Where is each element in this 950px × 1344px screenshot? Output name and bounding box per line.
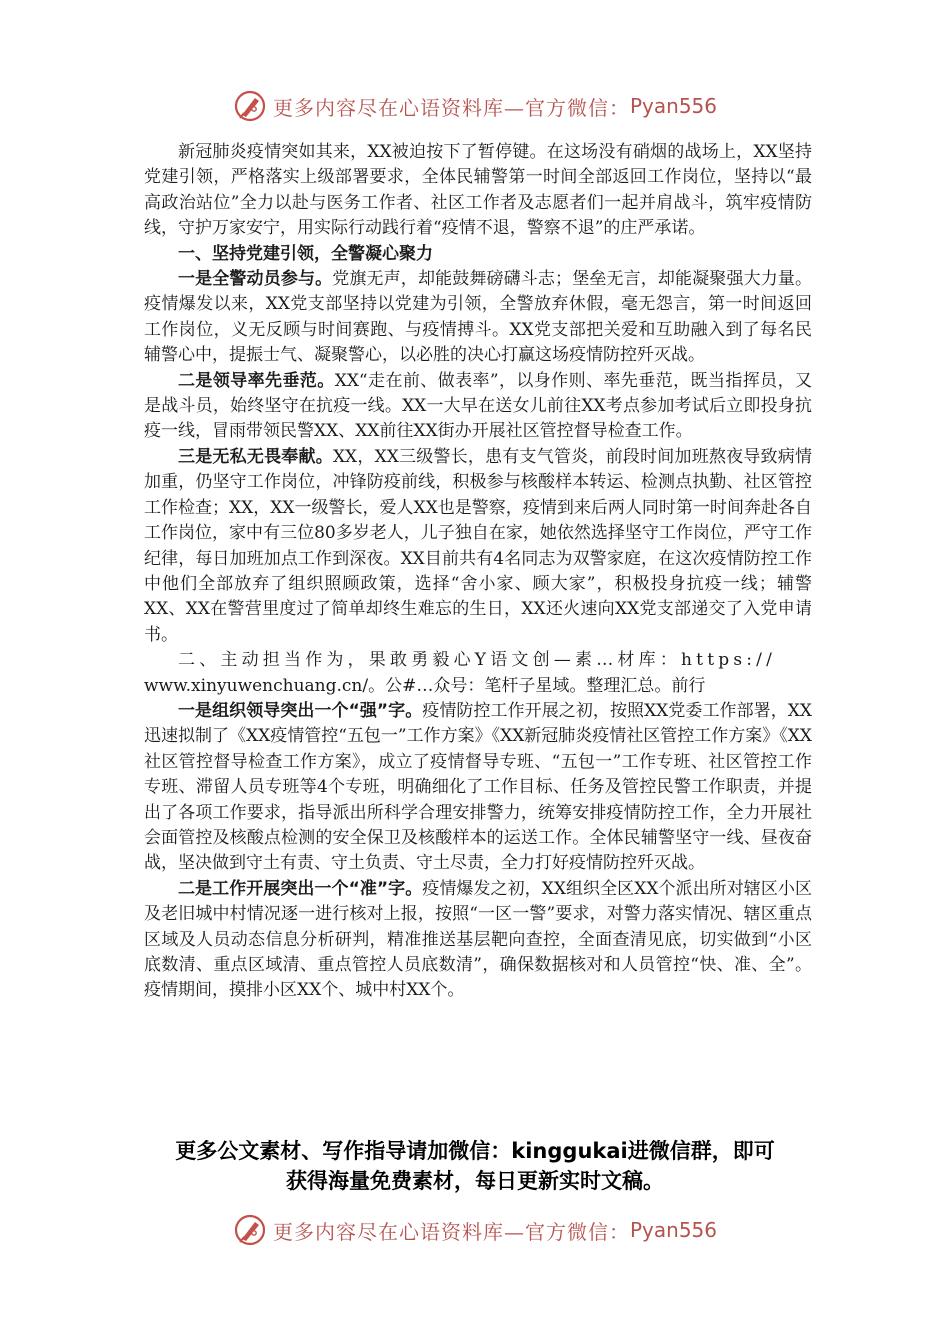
banner-wechat-id: Pyan556 [629, 94, 717, 118]
promo-text [100, 1136, 850, 1196]
paragraph-3 [144, 445, 812, 648]
quill-pen-logo-icon [233, 1213, 267, 1247]
paragraph-2-lead: 二是领导率先垂范。 [178, 370, 335, 391]
promo-line-1: 更多公文素材、写作指导请加微信：kinggukai进微信群，即可 [175, 1139, 775, 1163]
document-body [144, 140, 812, 1004]
section-2-heading-line: 二、主动担当作为，果敢勇毅心Y语文创—素…材库：https:// [178, 650, 777, 671]
promo-line-2: 获得海量免费素材，每日更新实时文稿。 [286, 1169, 664, 1193]
paragraph-1-lead: 一是全警动员参与。 [178, 269, 333, 290]
footer-banner [0, 1210, 950, 1250]
paragraph-4-lead: 一是组织领导突出一个“强”字。 [178, 700, 423, 721]
paragraph-2 [144, 369, 812, 445]
paragraph-3-lead: 三是无私无畏奉献。 [178, 446, 333, 467]
quill-pen-logo-icon [233, 89, 267, 123]
paragraph-4 [144, 699, 812, 877]
section-2-url-line: www.xinyuwenchuang.cn/。公#…众号：笔杆子星域。整理汇总。前行 [144, 675, 706, 696]
intro-paragraph: 新冠肺炎疫情突如其来，XX被迫按下了暂停键。在这场没有硝烟的战场上，XX坚持党建引领，严格落实上级部署要求，全体民辅警第一时间全部返回工作岗位，坚持以“最高政治站位”全力以赴与医务工作者、社区工作者及志愿者们一起并肩战斗，筑牢疫情防线，守护万家安宁，用实际行动践行着“疫情不退，警察不退”的庄严承诺。 [144, 142, 812, 239]
paragraph-3-body: XX，XX三级警长，患有支气管炎，前段时间加班熬夜导致病情加重，仍坚守工作岗位，冲锋防疫前线，积极参与核酸样本转运、检测点执勤、社区管控工作检查；XX，XX一级警长，爱人XX也是警察，疫情到来后两人同时第一时间奔赴各自工作岗位，家中有三位80多岁老人，儿子独自在家，她依然选择坚守工作岗位，严守工作纪律，每日加班加点工作到深夜。XX目前共有4名同志为双警家庭，在这次疫情防控工作中他们全部放弃了组织照顾政策，选择“舍小家、顾大家”，积极投身抗疫一线；辅警XX、XX在警营里度过了简单却终生难忘的生日，XX还火速向XX党支部递交了入党申请书。 [144, 446, 812, 645]
banner-text: 更多内容尽在心语资料库—官方微信： [272, 95, 630, 120]
header-banner [0, 86, 950, 126]
banner-text: 更多内容尽在心语资料库—官方微信： [272, 1219, 630, 1244]
paragraph-5 [144, 877, 812, 1004]
paragraph-1-body: 党旗无声，却能鼓舞磅礴斗志；堡垒无言，却能凝聚强大力量。疫情爆发以来，XX党支部坚持以党建为引领，全警放弃休假，毫无怨言，第一时间返回工作岗位，义无反顾与时间赛跑、与疫情搏斗。XX党支部把关爱和互助融入到了每名民辅警心中，提振士气、凝聚警心，以必胜的决心打赢这场疫情防控歼灭战。 [144, 269, 812, 366]
paragraph-5-lead: 二是工作开展突出一个“准”字。 [178, 878, 423, 899]
section-1-heading: 一、坚持党建引领，全警凝心聚力 [178, 243, 433, 264]
paragraph-4-body: 疫情防控工作开展之初，按照XX党委工作部署，XX迅速拟制了《XX疫情管控“五包一”工作方案》《XX新冠肺炎疫情社区管控工作方案》《XX社区管控督导检查工作方案》，成立了疫情督导专班、“五包一”工作专班、社区管控工作专班、滞留人员专班等4个专班，明确细化了工作目标、任务及管控民警工作职责，并提出了各项工作要求，指导派出所科学合理安排警力，统筹安排疫情防控工作，全力开展社会面管控及核酸点检测的安全保卫及核酸样本的运送工作。全体民辅警坚守一线、昼夜奋战，坚决做到守土有责、守土负责、守土尽责，全力打好疫情防控歼灭战。 [144, 700, 812, 874]
paragraph-5-body: 疫情爆发之初，XX组织全区XX个派出所对辖区小区及老旧城中村情况逐一进行核对上报，按照“一区一警”要求，对警力落实情况、辖区重点区域及人员动态信息分析研判，精准推送基层靶向查控，全面查清见底，切实做到“小区底数清、重点区域清、重点管控人员底数清”，确保数据核对和人员管控“快、准、全”。疫情期间，摸排小区XX个、城中村XX个。 [144, 878, 812, 1001]
banner-wechat-id: Pyan556 [629, 1218, 717, 1242]
paragraph-2-body: XX“走在前、做表率”，以身作则、率先垂范，既当指挥员，又是战斗员，始终坚守在抗疫一线。XX一大早在送女儿前往XX考点参加考试后立即投身抗疫一线，冒雨带领民警XX、XX前往XX街办开展社区管控督导检查工作。 [144, 370, 813, 442]
paragraph-1 [144, 267, 812, 369]
